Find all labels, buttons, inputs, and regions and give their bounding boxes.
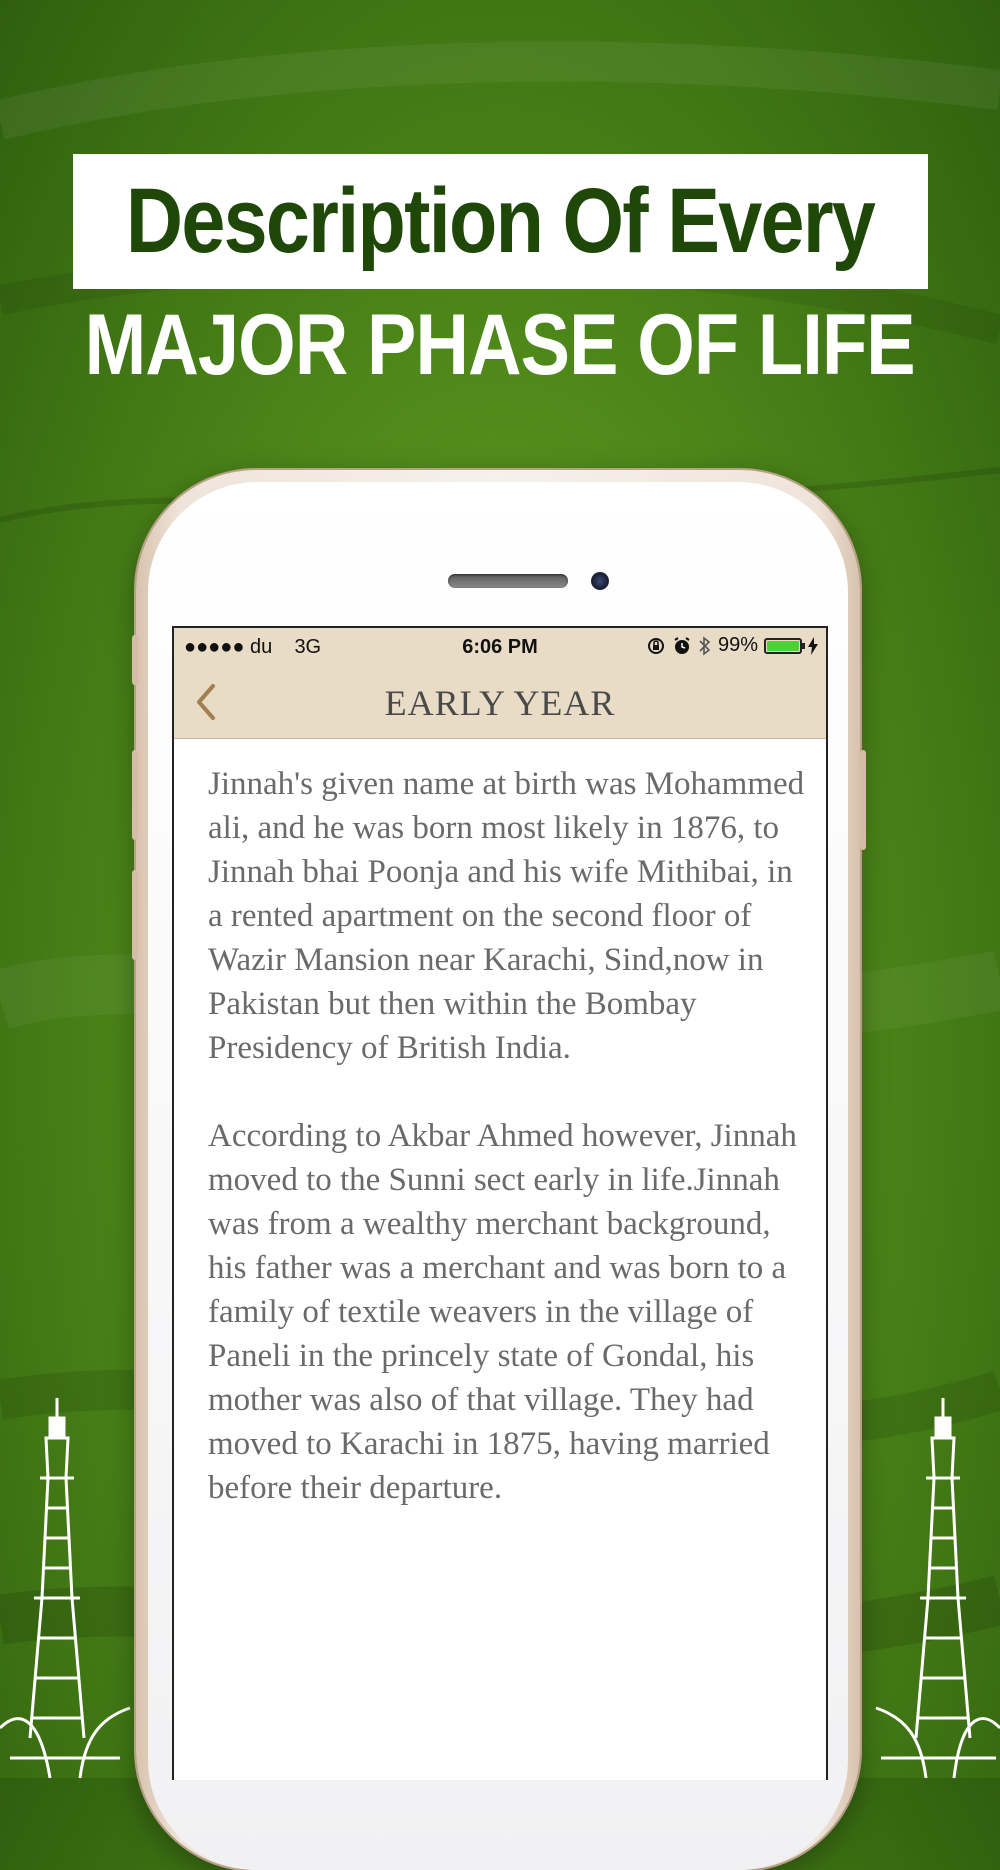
speaker-grille [448,574,568,588]
paragraph-birth: Jinnah's given name at birth was Mohammed ali, and he was born most likely in 1876, to Jinnah bhai Poonja and his wife Mithibai, in a rented apartment on the second floor of Wazir Mansion near Karachi, Sind,now in Pakistan but then within the Bombay Presidency of British India. [208,766,805,1066]
power-button [860,750,866,850]
subheadline [0,296,1000,395]
headline-banner [73,154,928,289]
mute-switch [132,635,138,685]
bluetooth-icon [698,636,712,656]
article-body[interactable] [208,762,808,1554]
status-bar [174,628,826,666]
battery-icon [764,638,802,654]
signal-carrier: ●●●●● du [184,636,273,658]
subheadline-text: MAJOR PHASE OF LIFE [84,297,916,393]
minar-tower-left-icon [0,1398,140,1778]
minar-tower-right-icon [866,1398,1000,1778]
alarm-icon [672,636,692,656]
app-screen [172,626,828,1780]
volume-up-button [132,750,138,840]
charging-bolt-icon [808,637,818,655]
network-type: 3G [294,636,322,658]
status-time: 6:06 PM [462,636,538,658]
battery-percent: 99% [717,634,758,656]
page-title: EARLY YEAR [384,683,616,723]
status-indicators [646,634,818,657]
rotation-lock-icon [646,636,666,656]
navigation-bar [174,666,826,739]
paragraph-background: According to Akbar Ahmed however, Jinnah moved to the Sunni sect early in life.Jinnah was from a wealthy merchant background, his father was a merchant and was born to a family of textile weavers in the village of Paneli in the princely state of Gondal, his mother was also of that village. They had moved to Karachi in 1875, having married before their departure. [208,1118,797,1506]
headline-text: Description Of Every [126,170,875,272]
battery-level [767,641,799,651]
volume-down-button [132,870,138,960]
front-camera-icon [591,572,609,590]
